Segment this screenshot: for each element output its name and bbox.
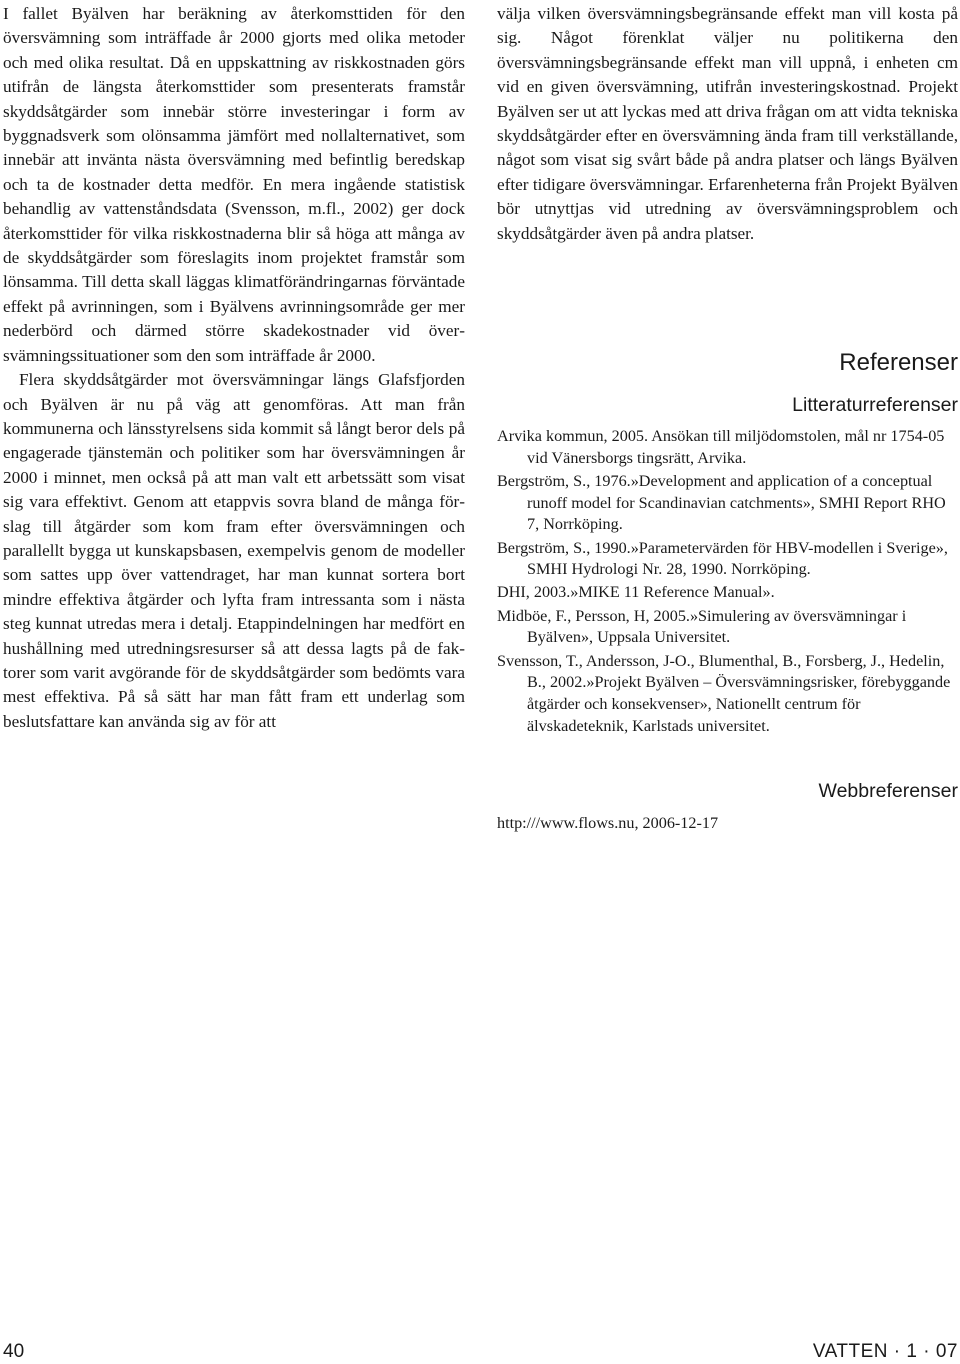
reference-item: Bergström, S., 1976.»Development and application of a conceptual runoff model for Scandinavian catchments», SMHI Report RHO 7, Norrköping. [497,471,946,534]
journal-issue: VATTEN · 1 · 07 [812,1341,958,1362]
web-references-heading: Webbreferenser [818,780,958,802]
reference-item: Midböe, F., Persson, H, 2005.»Simulering av översvämningar i Byälven», Uppsala Universitet. [497,606,907,647]
body-paragraph: välja vilken översvämningsbegränsande effekt man vill kosta på sig. Något förenklat väljer nu politikerna den översvämningsbegränsande effekt man vill uppnå, i enheten cm vid en given översvämning, utifrån investeringskostnad. Projekt Byälven ser ut att lyckas med att driva frågan om att vidta tekniska skyddsåtgärder efter en översvämning ända fram till verkställande, något som visat sig svårt både på andra platser och längs Byälven efter tidigare översvämningar. Erfarenheterna från Projekt Byälven bör utnyttjas vid utredning av översvämningsproblem och skyddsåtgärder även på andra platser. [497,4,958,243]
right-column [497,2,958,246]
page-number: 40 [3,1341,25,1362]
body-paragraph: I fallet Byälven har beräkning av återkomsttiden för den översvämning som inträffade år 2000 gjorts med olika metoder och med olika resultat. Då en uppskattning av riskkostnaden görs utifrån de längsta återkomsttider som presenterats framstår skyddsåtgärder som innebär större investeringar i form av byggnadsverk som olönsamma jämfört med nollalternativet, som innebär att invänta nästa översvämning med befintlig beredskap och ta de kostnader detta medför. En mera ingående statistisk behandlig av vattenståndsdata (Svensson, m.fl., 2002) ger dock återkomsttider för vilka riskkostnaderna blir så höga att många av de skyddsåtgärder som föreslagits inom projektet framstår som lönsamma. Till detta skall läggas klimatförändringarnas förväntade effekt på avrinningen, som i Byälvens avrinningsområde ger mer nederbörd och därmed större skadekostnader vid översvämningssituationer som den som inträffade år 2000. [3,4,465,365]
reference-item: Bergström, S., 1990.»Parametervärden för HBV-modellen i Sverige», SMHI Hydrologi Nr. 28, 1990. Norrköping. [497,538,948,579]
literature-references-heading: Litteraturreferenser [792,394,958,416]
left-column [3,2,465,734]
web-reference-link[interactable]: http:///www.flows.nu, 2006-12-17 [497,814,719,832]
reference-item: Arvika kommun, 2005. Ansökan till miljödomstolen, mål nr 1754-05 vid Vänersborgs tingsrätt, Arvika. [497,427,945,467]
reference-item: DHI, 2003.»MIKE 11 Reference Manual». [497,583,775,602]
reference-item: Svensson, T., Andersson, J-O., Blumenthal, B., Forsberg, J., Hedelin, B., 2002.»Projekt Byälven – Översvämningsrisker, förebyggande åtgärder och konsekvenser», Nationellt centrum för älvskadeteknik, Karlstads universitet. [497,651,951,735]
reference-list [497,426,959,739]
references-heading: Referenser [839,349,958,376]
body-paragraph: Flera skyddsåtgärder mot översvämningar längs Glafsfjorden och Byälven är nu på väg att genomföras. Att man från kommunerna och länsstyrelsens sida kommit så långt beror dels på engagerade tjänstemän och politiker som har översvämningen år 2000 i minnet, men också på att man valt ett arbetssätt som visat sig vara effektivt. Genom att etappvis sovra bland de många förslag till åtgärder som kom fram efter översvämningen och parallellt bygga ut kunskapsbasen, exempelvis genom de modeller som sattes upp över vattendraget, har man kunnat sortera bort mindre effektiva åtgärder och lyfta fram intressanta som i nästa steg kunnat utredas mera i detalj. Etappindelningen har medfört en hushållning med utredningsresurser så att dessa lagts på de faktorer som varit avgörande för de skyddsåtgärder som bedömts vara mest effektiva. På så sätt har man fått fram ett underlag som beslutsfattare kan använda sig av för att [3,370,465,731]
